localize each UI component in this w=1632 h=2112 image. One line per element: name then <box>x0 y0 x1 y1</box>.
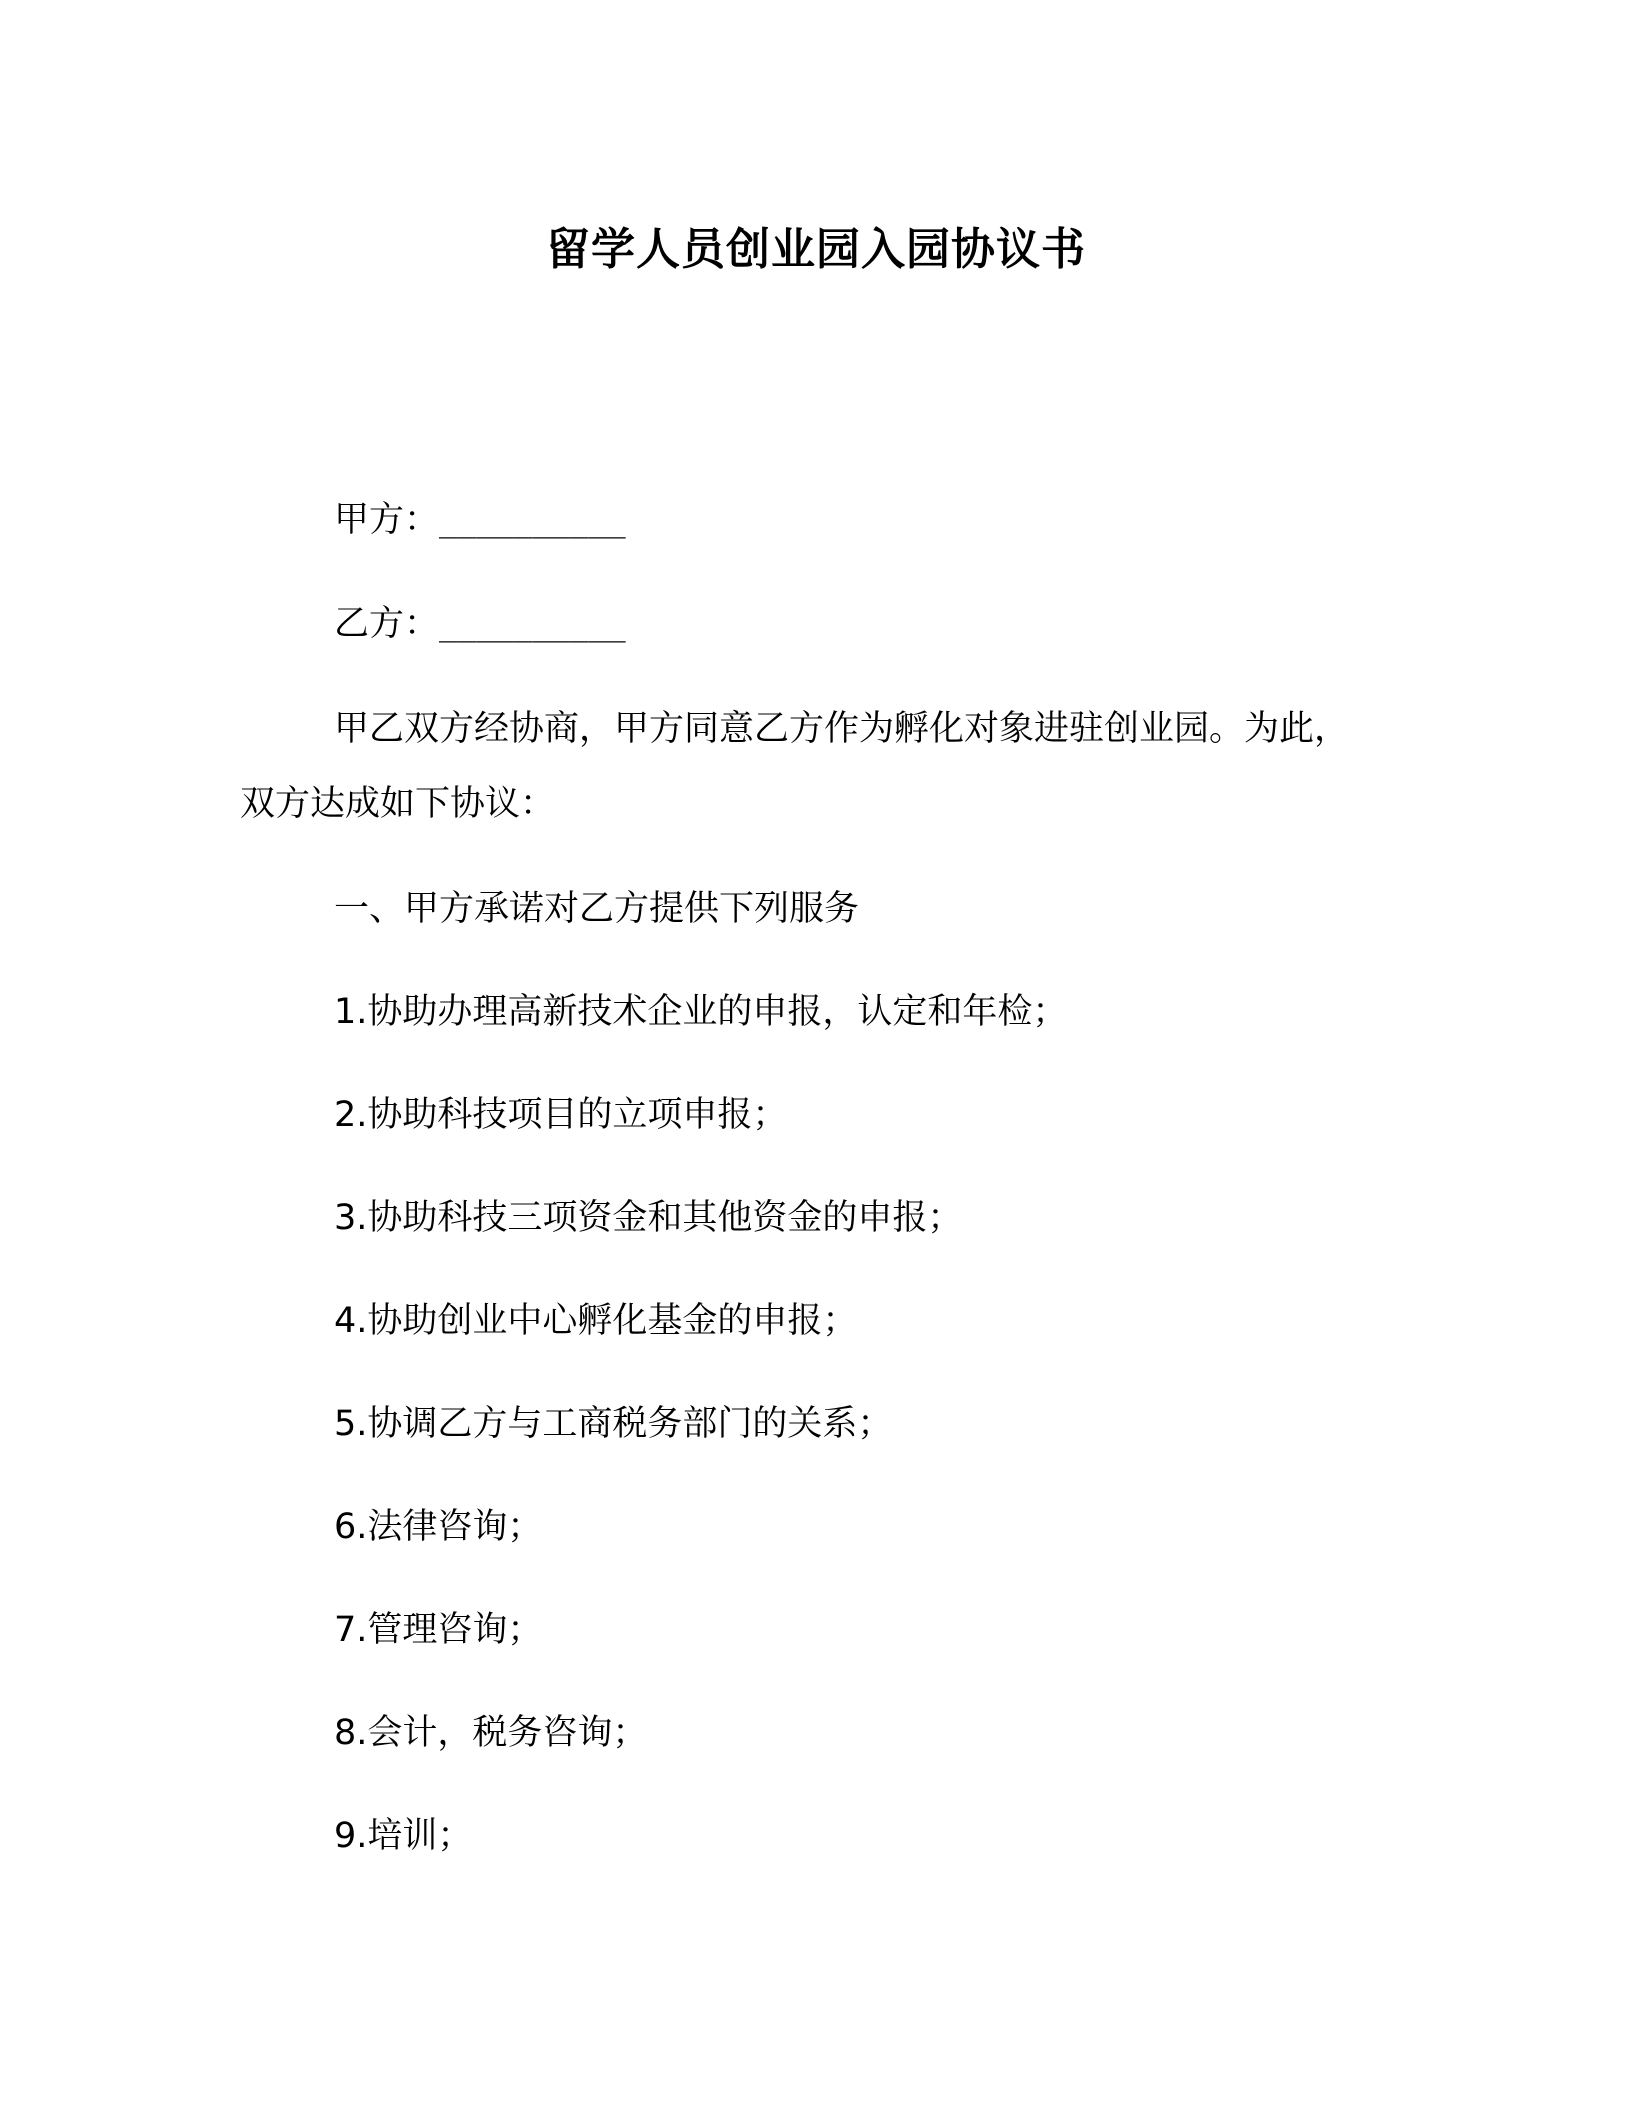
intro-paragraph-line-2: 双方达成如下协议： <box>240 784 556 824</box>
party-a-line <box>334 496 626 545</box>
section-1-heading: 一、甲方承诺对乙方提供下列服务 <box>334 889 860 929</box>
list-item: 3.协助科技三项资金和其他资金的申报； <box>334 1198 963 1238</box>
party-b-label: 乙方： <box>334 604 440 644</box>
list-item: 7.管理咨询； <box>334 1610 543 1650</box>
party-b-line <box>334 600 626 649</box>
list-item: 9.培训； <box>334 1816 473 1856</box>
list-item: 6.法律咨询； <box>334 1507 543 1547</box>
party-a-blank: __________ <box>439 503 626 539</box>
list-item: 8.会计，税务咨询； <box>334 1713 648 1753</box>
document-title: 留学人员创业园入园协议书 <box>546 224 1086 275</box>
list-item: 5.协调乙方与工商税务部门的关系； <box>334 1404 893 1444</box>
list-item: 1.协助办理高新技术企业的申报，认定和年检； <box>334 992 1068 1032</box>
party-b-blank: __________ <box>439 607 626 643</box>
intro-paragraph-line-1: 甲乙双方经协商，甲方同意乙方作为孵化对象进驻创业园。为此， <box>334 709 1350 749</box>
party-a-label: 甲方： <box>334 500 440 540</box>
list-item: 2.协助科技项目的立项申报； <box>334 1095 788 1135</box>
list-item: 4.协助创业中心孵化基金的申报； <box>334 1301 858 1341</box>
